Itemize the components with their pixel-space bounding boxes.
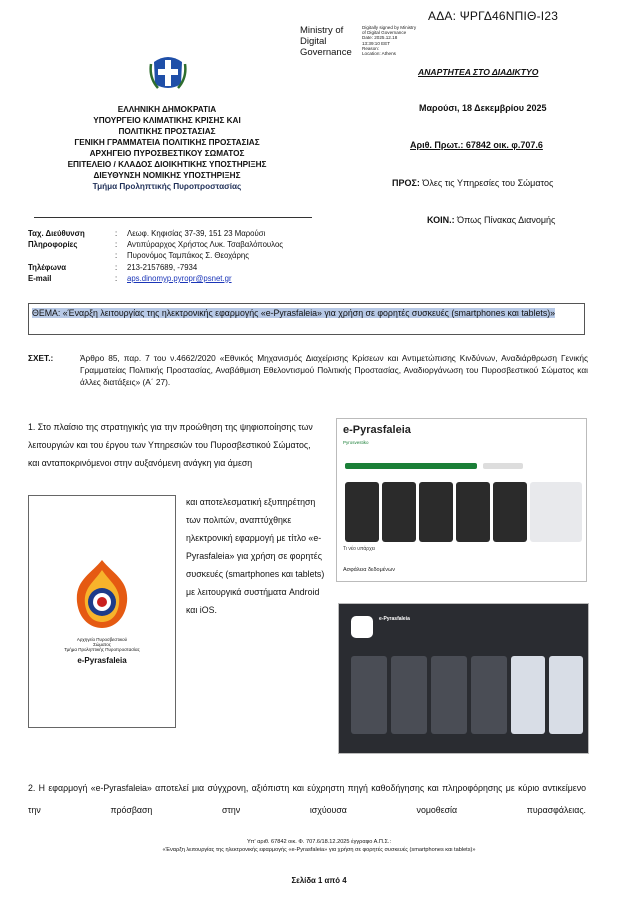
org-line: ΥΠΟΥΡΓΕΙΟ ΚΛΙΜΑΤΙΚΗΣ ΚΡΙΣΗΣ ΚΑΙ bbox=[93, 116, 241, 125]
org-line: ΔΙΕΥΘΥΝΣΗ ΝΟΜΙΚΗΣ ΥΠΟΣΤΗΡΙΞΗΣ bbox=[93, 171, 241, 180]
signature-line: Digitally signed by Ministry bbox=[362, 25, 417, 30]
org-department: Τμήμα Προληπτικής Πυροπροστασίας bbox=[92, 182, 242, 191]
recipients-label: ΠΡΟΣ: bbox=[392, 178, 420, 188]
share-button[interactable] bbox=[483, 463, 523, 469]
org-line: ΕΛΛΗΝΙΚΗ ΔΗΜΟΚΡΑΤΙΑ bbox=[117, 105, 217, 114]
info-label: Πληροφορίες bbox=[28, 240, 78, 250]
contact-block: Ταχ. Διεύθυνση : Λεωφ. Κηφισίας 37-39, 151 23 Μαρούσι Πληροφορίες : Αντιπύραρχος Χρήστος Λυκ. Τσαβαλόπουλος : Πυρονόμος Ταμπάκος Σ. Θεοχάρης Τηλέφωνα : 213-2157689, -7934 E-mail : aps.dinomyp.pyropr@psnet.gr bbox=[28, 229, 284, 283]
header-divider bbox=[34, 217, 312, 218]
phone-org-line: Αρχηγείο Πυροσβεστικού bbox=[76, 637, 128, 642]
related-reference bbox=[28, 352, 588, 389]
play-store-screenshot bbox=[336, 418, 587, 582]
app-store-screenshot bbox=[338, 603, 589, 754]
carbon-copy bbox=[427, 215, 555, 225]
cc-value: Όπως Πίνακας Διανομής bbox=[454, 215, 556, 225]
app-store-title: e-Pyrasfaleia bbox=[379, 616, 410, 622]
app-splash-screenshot bbox=[28, 495, 176, 728]
signature-line: Location: Athens bbox=[362, 51, 396, 57]
phone-label: Τηλέφωνα bbox=[28, 262, 67, 272]
ministry-line: Digital bbox=[300, 36, 327, 47]
issuing-authority bbox=[14, 104, 320, 192]
phone-org-line: Σώματος bbox=[93, 642, 111, 648]
email-label: E-mail bbox=[28, 273, 52, 283]
signature-line: 13:39:10 EET bbox=[362, 40, 391, 46]
page-number: Σελίδα 1 από 4 bbox=[291, 876, 347, 885]
digital-signature-details bbox=[362, 25, 416, 56]
phone-org-line: Τμήμα Προληπτικής Πυροπροστασίας bbox=[64, 647, 140, 653]
info-value: Αντιπύραρχος Χρήστος Λυκ. Τσαβαλόπουλος bbox=[127, 240, 284, 250]
cc-label: ΚΟΙΝ.: bbox=[427, 215, 455, 225]
org-line: ΑΡΧΗΓΕΙΟ ΠΥΡΟΣΒΕΣΤΙΚΟΥ ΣΩΜΑΤΟΣ bbox=[89, 149, 245, 158]
document-date: Μαρούσι, 18 Δεκεμβρίου 2025 bbox=[419, 103, 547, 113]
related-label: ΣΧΕΤ.: bbox=[28, 353, 54, 363]
org-line: ΠΟΛΙΤΙΚΗΣ ΠΡΟΣΤΑΣΙΑΣ bbox=[118, 127, 216, 136]
paragraph-1: 1. Στο πλαίσιο της στρατηγικής για την προώθηση της ψηφιοποίησης των λειτουργιών και του έργου των Υπηρεσιών του Πυροσβεστικού Σώματος, και ανταποκρινόμενοι στην αυξανόμενη ανάγκη για άμεση bbox=[28, 422, 313, 468]
footer-line: Υπ' αριθ. 67842 οικ. Φ. 707.6/18.12.2025 έγγραφο Α.Π.Σ.: bbox=[246, 839, 392, 845]
subject-box bbox=[28, 303, 585, 335]
store-data-safety: Ασφάλεια δεδομένων bbox=[343, 567, 395, 573]
address-value: Λεωφ. Κηφισίας 37-39, 151 23 Μαρούσι bbox=[127, 229, 266, 238]
fire-service-logo-icon bbox=[69, 558, 135, 630]
phone-app-name: e-Pyrasfaleia bbox=[77, 656, 127, 665]
paragraph-1-continued: και αποτελεσματική εξυπηρέτηση των πολιτών, αναπτύχθηκε ηλεκτρονική εφαρμογή με τίτλο «e-Pyrasfaleia» για χρήση σε φορητές συσκευές (smartphones και tablets) με λειτουργικά συστήματα Android και iOS. bbox=[186, 497, 325, 615]
email-link[interactable]: aps.dinomyp.pyropr@psnet.gr bbox=[127, 273, 232, 283]
footer-line: «Έναρξη λειτουργίας της ηλεκτρονικής εφαρμογής «e-Pyrasfaleia» για χρήση σε φορητές συσκευές (smartphones και tablets)» bbox=[162, 847, 476, 853]
posting-notice: ΑΝΑΡΤΗΤΕΑ ΣΤΟ ΔΙΑΔΙΚΤΥΟ bbox=[418, 67, 539, 77]
ministry-signature-label bbox=[300, 25, 352, 58]
signature-line: Date: 2025.12.18 bbox=[362, 35, 398, 41]
ada-code: ΑΔΑ: ΨΡΓΔ46ΝΠΙΘ-Ι23 bbox=[428, 9, 559, 23]
page-footer bbox=[0, 838, 638, 854]
signature-line: Reason: bbox=[362, 45, 380, 51]
info-value: Πυρονόμος Ταμπάκος Σ. Θεοχάρης bbox=[127, 251, 249, 261]
phone-org-text bbox=[29, 637, 175, 653]
store-developer: Pyrosvestiko bbox=[343, 440, 369, 445]
greek-coat-of-arms-icon bbox=[148, 48, 188, 94]
org-line: ΓΕΝΙΚΗ ΓΡΑΜΜΑΤΕΙΑ ΠΟΛΙΤΙΚΗΣ ΠΡΟΣΤΑΣΙΑΣ bbox=[74, 138, 260, 147]
phone-value: 213-2157689, -7934 bbox=[127, 262, 198, 272]
app-store-icon bbox=[351, 616, 373, 638]
org-line: ΕΠΙΤΕΛΕΙΟ / ΚΛΑΔΟΣ ΔΙΟΙΚΗΤΙΚΗΣ ΥΠΟΣΤΗΡΙΞΗΣ bbox=[67, 160, 267, 169]
paragraph-2: 2. Η εφαρμογή «e-Pyrasfaleia» αποτελεί μια σύγχρονη, αξιόπιστη και εύχρηστη πηγή καθοδήγησης και πληροφόρησης με κύριο αντικείμενο την πρόσβαση στην ισχύουσα νομοθεσία πυρασφάλειας. bbox=[28, 783, 586, 815]
recipients-value: Όλες τις Υπηρεσίες του Σώματος bbox=[419, 178, 554, 188]
ministry-line: Governance bbox=[300, 47, 352, 58]
related-text: Άρθρο 85, παρ. 7 του ν.4662/2020 «Εθνικός Μηχανισμός Διαχείρισης Κρίσεων και Αντιμετώπισης Κινδύνων, Αναδιάρθρωση Γενικής Γραμματείας Πολιτικής Προστασίας, Αναβάθμιση Εθελοντισμού Πολιτικής Προστασίας, Αναδιοργάνωση του Πυροσβεστικού Σώματος και άλλες διατάξεις» (Α΄ 27). bbox=[80, 353, 588, 388]
ministry-line: Ministry of bbox=[300, 25, 344, 36]
store-app-title: e-Pyrasfaleia bbox=[343, 424, 411, 436]
protocol-number: Αριθ. Πρωτ.: 67842 οικ. φ.707.6 bbox=[410, 140, 543, 150]
recipients bbox=[392, 178, 553, 188]
signature-line: of Digital Governance bbox=[362, 30, 407, 36]
address-label: Ταχ. Διεύθυνση bbox=[28, 229, 85, 238]
store-whats-new: Τι νέο υπάρχει bbox=[343, 546, 376, 552]
subject-text: ΘΕΜΑ: «Έναρξη λειτουργίας της ηλεκτρονικής εφαρμογής «e-Pyrasfaleia» για χρήση σε φορητές συσκευές (smartphones και tablets)» bbox=[32, 308, 556, 318]
install-button[interactable] bbox=[345, 463, 477, 469]
